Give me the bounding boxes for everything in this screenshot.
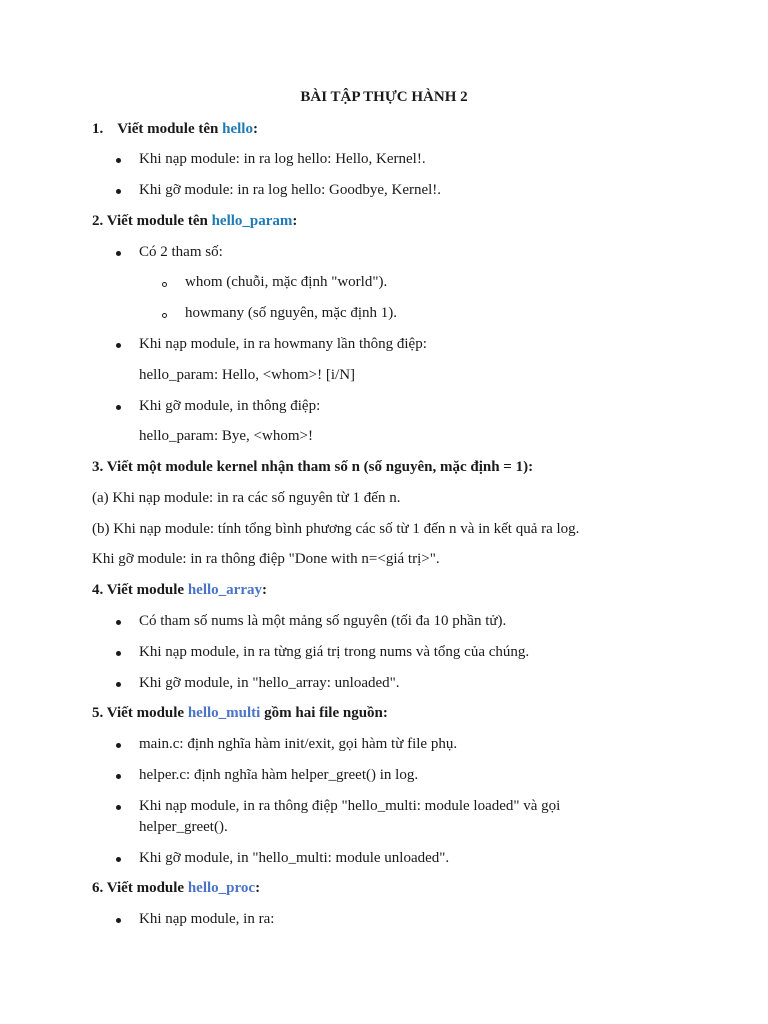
section-1-heading — [92, 120, 258, 138]
section-5-item-4: Khi gỡ module, in "hello_multi: module unloaded". — [139, 850, 450, 866]
section-5-item-3-line-2: helper_greet(). — [139, 819, 228, 835]
section-5-item-2: helper.c: định nghĩa hàm helper_greet() in log. — [139, 767, 419, 783]
section-5-item-3-line-1: Khi nạp module, in ra thông điệp "hello_multi: module loaded" và gọi — [139, 798, 561, 814]
section-5-heading-prefix: 5. Viết module — [92, 705, 188, 721]
section-2-subitem-2: howmany (số nguyên, mặc định 1). — [185, 305, 398, 321]
document-title: BÀI TẬP THỰC HÀNH 2 — [300, 89, 468, 105]
bullet-icon — [116, 158, 121, 163]
circle-bullet-icon — [162, 282, 167, 287]
bullet-icon — [116, 651, 121, 656]
section-1-heading-prefix: Viết module tên — [117, 121, 223, 137]
section-6-heading-suffix: : — [255, 880, 261, 896]
bullet-icon — [116, 343, 121, 348]
section-4-item-1: Có tham số nums là một mảng số nguyên (tối đa 10 phần tử). — [139, 613, 507, 629]
section-3-line-a: (a) Khi nạp module: in ra các số nguyên từ 1 đến n. — [92, 490, 401, 506]
section-6-heading — [92, 879, 260, 897]
section-4-item-3: Khi gỡ module, in "hello_array: unloaded". — [139, 675, 400, 691]
section-1-number: 1. — [92, 121, 104, 137]
section-6-heading-prefix: 6. Viết module — [92, 880, 188, 896]
bullet-icon — [116, 251, 121, 256]
section-4-item-2: Khi nạp module, in ra từng giá trị trong nums và tổng của chúng. — [139, 644, 530, 660]
section-4-heading-suffix: : — [262, 582, 267, 598]
section-4-module-name: hello_array — [187, 582, 262, 598]
bullet-icon — [116, 743, 121, 748]
bullet-icon — [116, 682, 121, 687]
bullet-icon — [116, 620, 121, 625]
section-2-item-3-detail: hello_param: Bye, <whom>! — [139, 428, 313, 444]
section-6-module-name: hello_proc — [187, 880, 256, 896]
bullet-icon — [116, 405, 121, 410]
section-2-module-name: hello_param — [211, 213, 293, 229]
section-2-item-1: Có 2 tham số: — [139, 244, 223, 260]
section-5-heading-suffix: gồm hai file nguồn: — [260, 705, 388, 721]
section-4-heading-prefix: 4. Viết module — [92, 582, 188, 598]
section-2-heading-prefix: 2. Viết module tên — [92, 213, 212, 229]
bullet-icon — [116, 805, 121, 810]
section-2-item-3: Khi gỡ module, in thông điệp: — [139, 398, 321, 414]
bullet-icon — [116, 774, 121, 779]
section-4-heading — [92, 581, 267, 599]
section-3-line-c: Khi gỡ module: in ra thông điệp "Done with n=<giá trị>". — [92, 551, 440, 567]
section-1-item-2: Khi gỡ module: in ra log hello: Goodbye, Kernel!. — [139, 182, 442, 198]
circle-bullet-icon — [162, 313, 167, 318]
section-2-heading-suffix: : — [292, 213, 298, 229]
section-5-heading — [92, 704, 388, 722]
section-2-heading — [92, 212, 297, 230]
section-1-heading-suffix: : — [252, 121, 258, 137]
section-5-module-name: hello_multi — [187, 705, 261, 721]
section-5-item-1: main.c: định nghĩa hàm init/exit, gọi hàm từ file phụ. — [139, 736, 458, 752]
section-1-module-name: hello — [222, 121, 253, 137]
bullet-icon — [116, 189, 121, 194]
section-6-item-1: Khi nạp module, in ra: — [139, 911, 275, 927]
section-2-subitem-1: whom (chuỗi, mặc định "world"). — [185, 274, 388, 290]
section-1-item-1: Khi nạp module: in ra log hello: Hello, Kernel!. — [139, 151, 426, 167]
bullet-icon — [116, 918, 121, 923]
section-3-heading: 3. Viết một module kernel nhận tham số n (số nguyên, mặc định = 1): — [92, 459, 534, 475]
section-2-item-2: Khi nạp module, in ra howmany lần thông điệp: — [139, 336, 427, 352]
section-2-item-2-detail: hello_param: Hello, <whom>! [i/N] — [139, 367, 356, 383]
bullet-icon — [116, 857, 121, 862]
section-3-line-b: (b) Khi nạp module: tính tổng bình phương các số từ 1 đến n và in kết quả ra log. — [92, 521, 580, 537]
